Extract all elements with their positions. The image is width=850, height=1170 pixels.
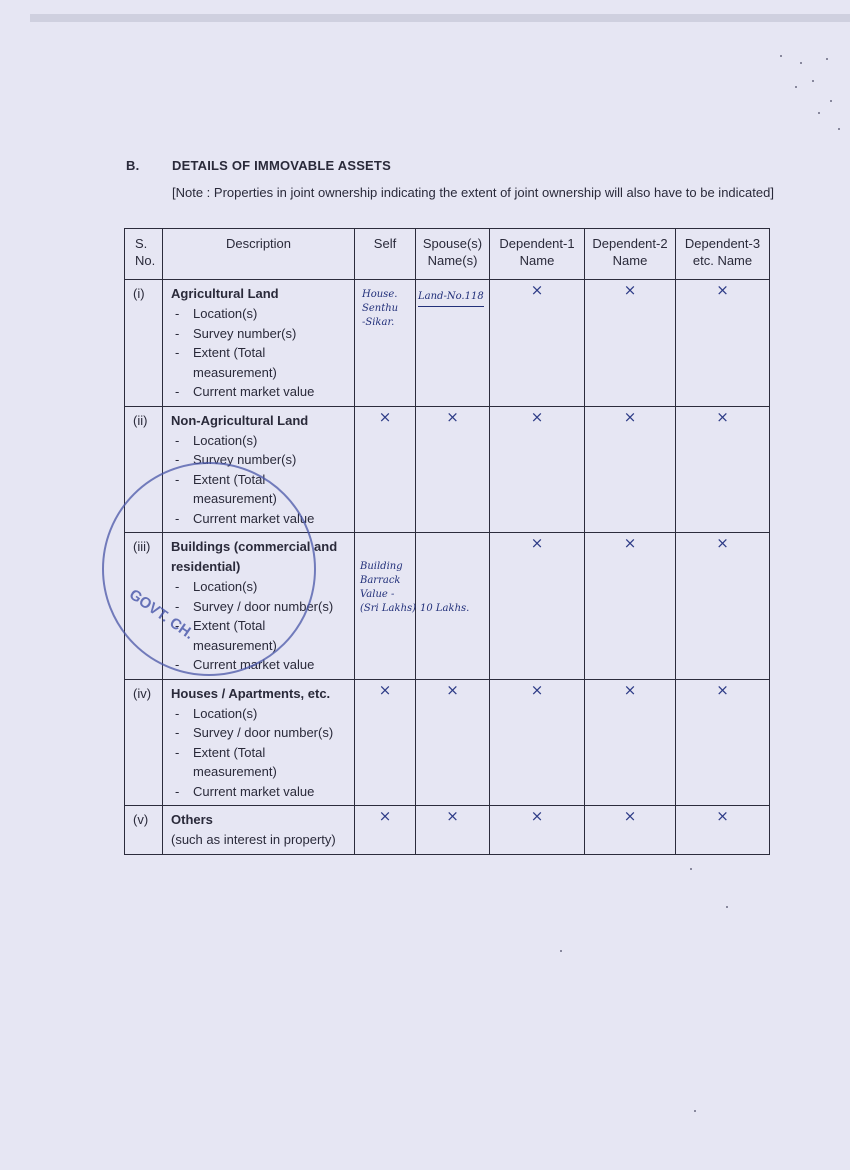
cross-mark: ×	[716, 680, 729, 699]
row-items	[171, 704, 350, 802]
cell-dependent-3	[676, 679, 770, 806]
cross-mark: ×	[716, 407, 729, 426]
cell-dependent-3	[676, 280, 770, 407]
row-note: (such as interest in property)	[171, 832, 336, 847]
cross-mark: ×	[446, 680, 459, 699]
row-sno: (iii)	[125, 533, 163, 680]
header-sno: S. No.	[125, 229, 163, 280]
header-dependent-2: Dependent-2 Name	[585, 229, 676, 280]
row-category: Houses / Apartments, etc.	[171, 685, 331, 701]
cross-mark: ×	[530, 281, 544, 299]
table-header-row	[125, 229, 770, 280]
list-item: - Extent (Total measurement)	[193, 470, 350, 509]
cell-spouse	[416, 806, 490, 855]
cross-mark: ×	[530, 407, 544, 426]
row-category: Agricultural Land	[171, 286, 279, 301]
list-item: - Location(s)	[193, 704, 350, 724]
row-category: Non-Agricultural Land	[171, 412, 309, 428]
cell-dependent-2	[585, 280, 676, 407]
row-category: Buildings (commercial and residential)	[171, 539, 338, 574]
row-items	[171, 577, 350, 675]
cross-mark: ×	[623, 407, 637, 426]
cross-mark: ×	[716, 281, 729, 299]
cross-mark: ×	[378, 807, 392, 825]
table-row	[125, 806, 770, 855]
row-description	[163, 679, 355, 806]
table-row	[125, 679, 770, 806]
cell-dependent-1	[490, 806, 585, 855]
cell-dependent-3	[676, 533, 770, 680]
cross-mark: ×	[716, 807, 729, 825]
list-item: - Current market value	[193, 655, 350, 675]
row-sno: (iv)	[125, 679, 163, 806]
section-number: B.	[126, 158, 140, 173]
scan-edge-band	[30, 14, 850, 22]
cell-self	[355, 806, 416, 855]
cell-self	[355, 406, 416, 533]
list-item: - Survey / door number(s)	[193, 723, 350, 743]
section-title: DETAILS OF IMMOVABLE ASSETS	[172, 158, 391, 173]
immovable-assets-table	[124, 228, 770, 855]
list-item: - Extent (Total measurement)	[193, 343, 350, 382]
cross-mark: ×	[530, 807, 544, 825]
list-item: - Extent (Total measurement)	[193, 743, 350, 782]
handwritten-spouse-row3: 10 Lakhs.	[420, 603, 470, 614]
cell-dependent-1	[490, 406, 585, 533]
cell-dependent-3	[676, 806, 770, 855]
cross-mark: ×	[530, 680, 544, 699]
cross-mark: ×	[530, 534, 544, 552]
cross-mark: ×	[623, 680, 637, 699]
row-category: Others	[171, 812, 213, 827]
list-item: - Current market value	[193, 382, 350, 402]
row-description	[163, 806, 355, 855]
row-description	[163, 533, 355, 680]
cell-dependent-1	[490, 679, 585, 806]
cell-self	[355, 679, 416, 806]
row-description	[163, 406, 355, 533]
header-spouse: Spouse(s) Name(s)	[416, 229, 490, 280]
cell-dependent-3	[676, 406, 770, 533]
header-self: Self	[355, 229, 416, 280]
list-item: - Survey number(s)	[193, 324, 350, 344]
cell-spouse	[416, 406, 490, 533]
cell-dependent-2	[585, 406, 676, 533]
cross-mark: ×	[623, 807, 637, 825]
list-item: - Location(s)	[193, 431, 350, 451]
cell-dependent-1	[490, 533, 585, 680]
cross-mark: ×	[378, 407, 392, 426]
stamp-text: GOVT. CH.	[125, 586, 198, 643]
row-description	[163, 280, 355, 407]
section-heading	[126, 158, 391, 173]
header-dependent-3: Dependent-3 etc. Name	[676, 229, 770, 280]
row-sno: (v)	[125, 806, 163, 855]
cell-dependent-1	[490, 280, 585, 407]
cross-mark: ×	[446, 407, 459, 426]
cross-mark: ×	[446, 807, 459, 825]
list-item: - Extent (Total measurement)	[193, 616, 350, 655]
cross-mark: ×	[378, 680, 392, 699]
row-items	[171, 431, 350, 529]
cross-mark: ×	[623, 534, 637, 552]
list-item: - Survey number(s)	[193, 450, 350, 470]
list-item: - Current market value	[193, 509, 350, 529]
header-description: Description	[163, 229, 355, 280]
list-item: - Current market value	[193, 782, 350, 802]
row-items	[171, 304, 350, 402]
cell-dependent-2	[585, 533, 676, 680]
list-item: - Location(s)	[193, 577, 350, 597]
cell-dependent-2	[585, 679, 676, 806]
row-sno: (ii)	[125, 406, 163, 533]
cell-dependent-2	[585, 806, 676, 855]
handwritten-spouse-row1: Land-No.118	[418, 290, 484, 307]
handwritten-self-row3: Building Barrack Value - (Sri Lakhs)	[360, 561, 417, 614]
cell-spouse	[416, 679, 490, 806]
section-note: [Note : Properties in joint ownership indicating the extent of joint ownership will also have to be indicated]	[172, 185, 774, 200]
header-dependent-1: Dependent-1 Name	[490, 229, 585, 280]
list-item: - Location(s)	[193, 304, 350, 324]
table-row	[125, 406, 770, 533]
cross-mark: ×	[623, 281, 637, 299]
handwritten-self-row1: House. Senthu -Sikar.	[362, 289, 399, 328]
row-sno: (i)	[125, 280, 163, 407]
cross-mark: ×	[716, 534, 729, 552]
list-item: - Survey / door number(s)	[193, 597, 350, 617]
